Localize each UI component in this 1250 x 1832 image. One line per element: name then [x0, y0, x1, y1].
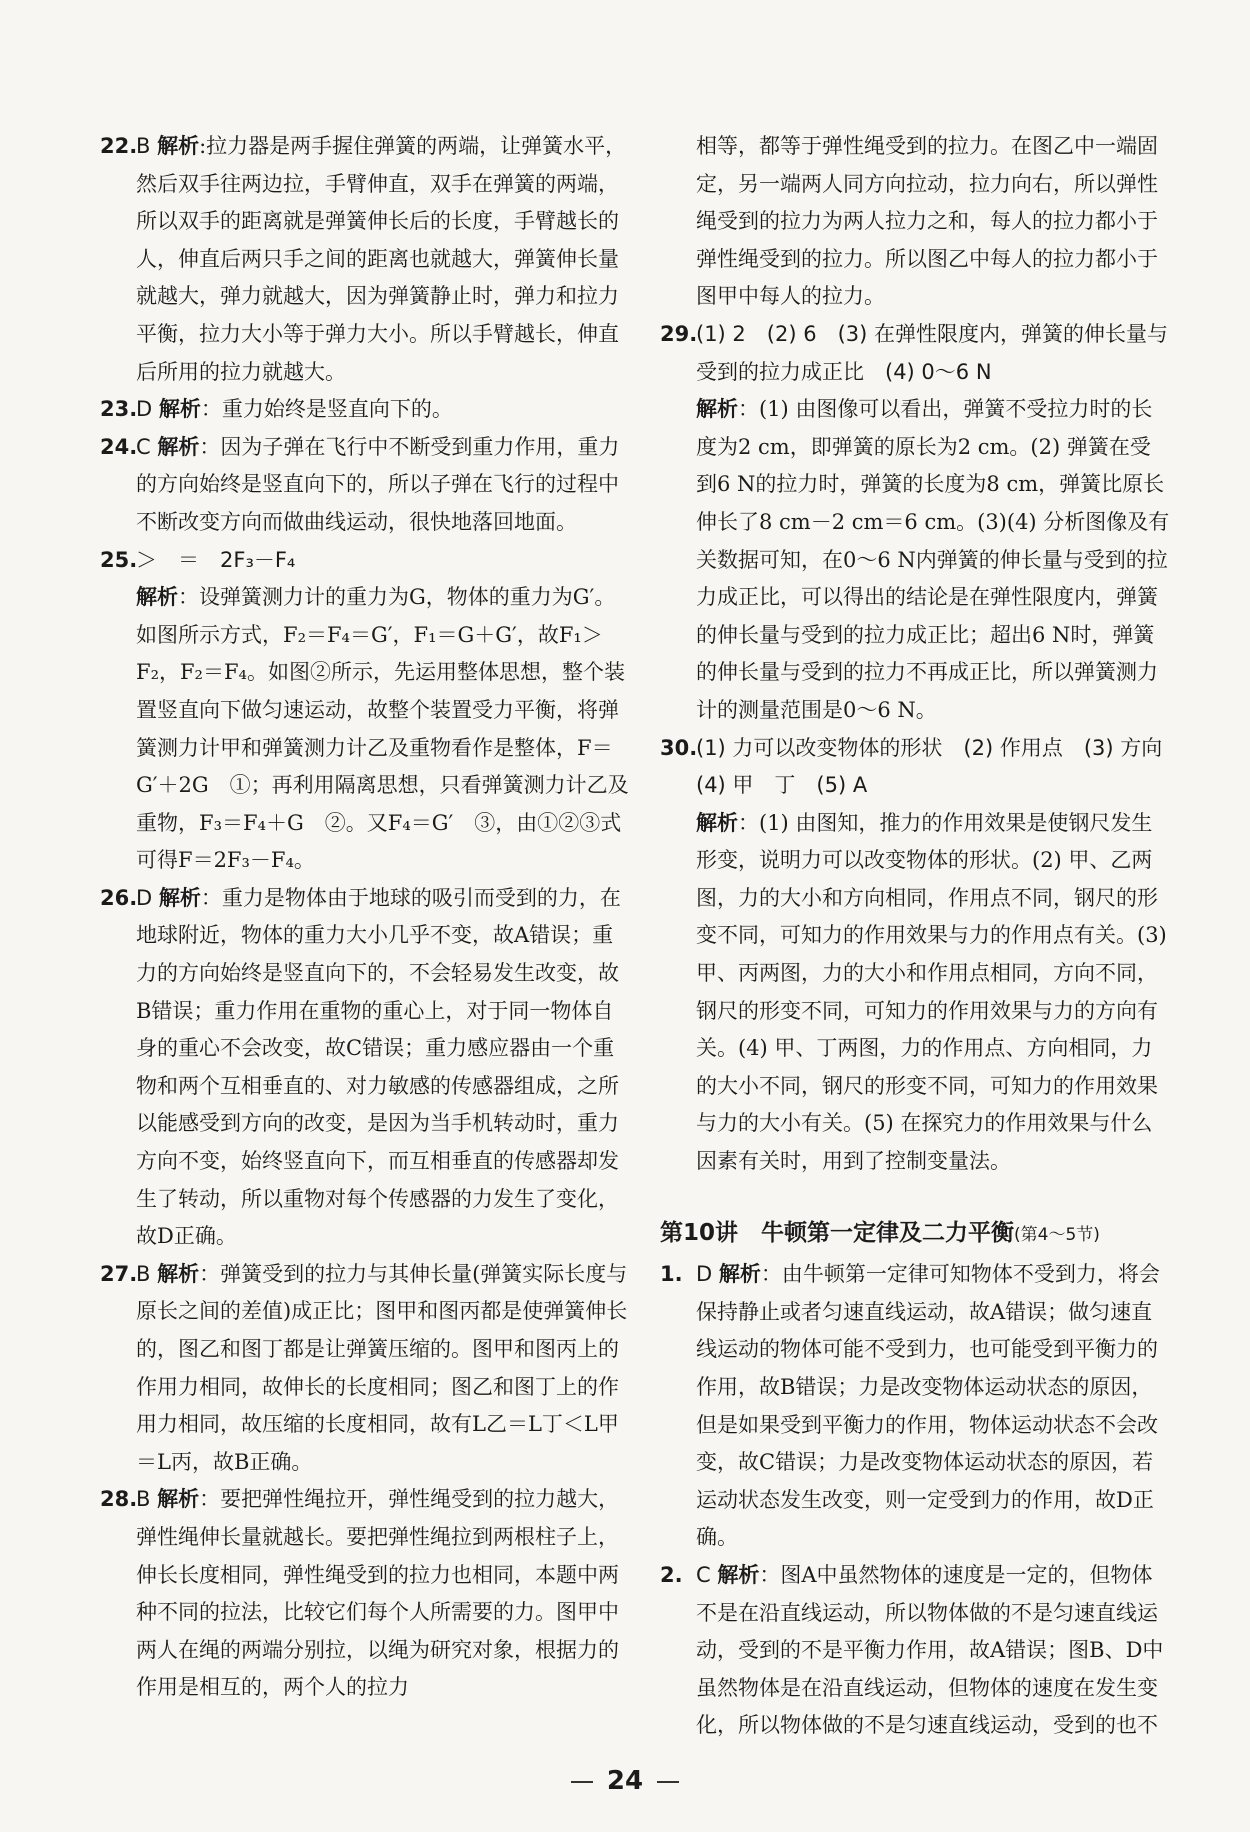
answer-item-26	[100, 880, 630, 1256]
analysis-text: ：重力是物体由于地球的吸引而受到的力，在地球附近，物体的重力大小几乎不变，故A错误；重力的方向始终是竖直向下的，不会轻易发生改变，故B错误；重力作用在重物的重心上，对于同一物体自身的重心不会改变，故C错误；重力感应器由一个重物和两个互相垂直的、对力敏感的传感器组成，之所以能感受到方向的改变，是因为当手机转动时，重力方向不变，始终竖直向下，而互相垂直的传感器却发生了转动，所以重物对每个传感器的力发生了变化，故D正确。	[136, 885, 621, 1249]
page-number: 24	[0, 1766, 1250, 1796]
item-number: 25.	[100, 547, 138, 572]
answer-item-28	[100, 1481, 630, 1707]
item-number: 27.	[100, 1261, 138, 1286]
analysis-label: 解析	[136, 585, 178, 610]
analysis-text: ：(1) 由图像可以看出，弹簧不受拉力时的长度为2 cm，即弹簧的原长为2 cm。(2) 弹簧在受到6 N的拉力时，弹簧的长度为8 cm，弹簧比原长伸长了8 cm－2 cm＝6 cm。(3)(4) 分析图像及有关数据可知，在0～6 N内弹簧的伸长量与受到的拉力成正比，可以得出的结论是在弹性限度内，弹簧的伸长量与受到的拉力成正比；超出6 N时，弹簧的伸长量与受到的拉力不再成正比，所以弹簧测力计的测量范围是0～6 N。	[696, 397, 1170, 722]
item-answer: D	[696, 1262, 713, 1287]
analysis-label: 解析	[157, 1487, 200, 1512]
section-heading	[660, 1215, 1170, 1255]
answer-item-2	[660, 1557, 1170, 1745]
analysis-text: ：由牛顿第一定律可知物体不受到力，将会保持静止或者匀速直线运动，故A错误；做匀速直线运动的物体可能不受到力，也可能受到平衡力的作用，故B错误；力是改变物体运动状态的原因，但是如果受到平衡力的作用，物体运动状态不会改变，故C错误；力是改变物体运动状态的原因，若运动状态发生改变，则一定受到力的作用，故D正确。	[696, 1262, 1160, 1550]
item-answer: C	[696, 1562, 711, 1587]
analysis-text: ：(1) 由图知，推力的作用效果是使钢尺发生形变，说明力可以改变物体的形状。(2) 甲、乙两图，力的大小和方向相同，作用点不同，钢尺的形变不同，可知力的作用效果与力的作用点有关。(3) 甲、丙两图，力的大小和作用点相同，方向不同，钢尺的形变不同，可知力的作用效果与力的方向有关。(4) 甲、丁两图，力的作用点、方向相同，力的大小不同，钢尺的形变不同，可知力的作用效果与力的大小有关。(5) 在探究力的作用效果与什么因素有关时，用到了控制变量法。	[696, 810, 1167, 1174]
analysis-label: 解析	[718, 1262, 761, 1287]
item-answer: (1) 2 (2) 6 (3) 在弹性限度内，弹簧的伸长量与受到的拉力成正比 (4) 0～6 N	[696, 321, 1168, 384]
item-number: 30.	[660, 735, 698, 760]
continued-text-28: 相等，都等于弹性绳受到的拉力。在图乙中一端固定，另一端两人同方向拉动，拉力向右，所以弹性绳受到的拉力为两人拉力之和，每人的拉力都小于弹性绳受到的拉力。所以图乙中每人的拉力都小于图甲中每人的拉力。	[696, 134, 1158, 309]
answer-item-22	[100, 128, 630, 391]
section-note: (第4～5节)	[1014, 1224, 1100, 1245]
analysis-text: ：因为子弹在飞行中不断受到重力作用，重力的方向始终是竖直向下的，所以子弹在飞行的过程中不断改变方向而做曲线运动，很快地落回地面。	[136, 434, 620, 534]
analysis-label: 解析	[158, 885, 201, 910]
answer-item-30	[660, 730, 1184, 1181]
item-number: 26.	[100, 885, 138, 910]
answer-item-25	[100, 542, 630, 880]
item-number: 22.	[100, 134, 138, 158]
analysis-label: 解析	[696, 397, 738, 422]
analysis-label: 解析	[157, 1261, 200, 1286]
analysis-label: 解析	[158, 397, 201, 422]
answer-item-29	[660, 316, 1170, 730]
analysis-text: ：弹簧受到的拉力与其伸长量(弹簧实际长度与原长之间的差值)成正比；图甲和图丙都是使弹簧伸长的，图乙和图丁都是让弹簧压缩的。图甲和图丙上的作用力相同，故伸长的长度相同；图乙和图丁上的作用力相同，故压缩的长度相同，故有L乙＝L丁＜L甲＝L丙，故B正确。	[136, 1261, 628, 1474]
item-answer: D	[136, 397, 153, 422]
item-number: 28.	[100, 1487, 138, 1512]
item-answer: B	[136, 134, 151, 158]
analysis-label: 解析	[157, 134, 200, 158]
item-number: 2.	[660, 1562, 683, 1587]
item-number: 29.	[660, 321, 698, 346]
item-number: 23.	[100, 397, 138, 422]
item-answer: B	[136, 1487, 151, 1512]
right-column	[660, 128, 1184, 1745]
analysis-text: ：图A中虽然物体的速度是一定的，但物体不是在沿直线运动，所以物体做的不是匀速直线运动，受到的不是平衡力作用，故A错误；图B、D中虽然物体是在沿直线运动，但物体的速度在发生变化，所以物体做的不是匀速直线运动，受到的也不	[696, 1562, 1164, 1738]
answer-item-23	[100, 391, 630, 429]
analysis-text: ：要把弹性绳拉开，弹性绳受到的拉力越大，弹性绳伸长量就越长。要把弹性绳拉到两根柱子上，伸长长度相同，弹性绳受到的拉力也相同，本题中两种不同的拉法，比较它们每个人所需要的力。图甲中两人在绳的两端分别拉，以绳为研究对象，根据力的作用是相互的，两个人的拉力	[136, 1487, 620, 1700]
item-number: 1.	[660, 1262, 683, 1287]
answer-item-27	[100, 1256, 630, 1482]
analysis-text: ：重力始终是竖直向下的。	[200, 397, 453, 422]
item-answer: D	[136, 885, 153, 910]
answer-item-24	[100, 429, 630, 542]
item-answer: (1) 力可以改变物体的形状 (2) 作用点 (3) 方向 (4) 甲 丁 (5) A	[696, 735, 1184, 798]
analysis-text: ：设弹簧测力计的重力为G，物体的重力为G′。如图所示方式，F₂＝F₄＝G′，F₁＝G＋G′，故F₁＞F₂，F₂＝F₄。如图②所示，先运用整体思想，整个装置竖直向下做匀速运动，故整个装置受力平衡，将弹簧测力计甲和弹簧测力计乙及重物看作是整体，F＝G′＋2G ①；再利用隔离思想，只看弹簧测力计乙及重物，F₃＝F₄＋G ②。又F₄＝G′ ③，由①②③式可得F＝2F₃－F₄。	[136, 585, 629, 873]
section-title: 第10讲 牛顿第一定律及二力平衡	[660, 1219, 1015, 1246]
analysis-label: 解析	[696, 810, 738, 835]
analysis-label: 解析	[717, 1562, 760, 1587]
item-number: 24.	[100, 434, 138, 459]
item-answer: C	[136, 434, 151, 459]
analysis-label: 解析	[157, 434, 200, 459]
left-column	[100, 128, 630, 1707]
item-answer: ＞ ＝ 2F₃－F₄	[136, 547, 296, 572]
item-answer: B	[136, 1261, 151, 1286]
analysis-text: :拉力器是两手握住弹簧的两端，让弹簧水平，然后双手往两边拉，手臂伸直，双手在弹簧的两端，所以双手的距离就是弹簧伸长后的长度，手臂越长的人，伸直后两只手之间的距离也就越大，弹簧伸长量就越大，弹力就越大，因为弹簧静止时，弹力和拉力平衡，拉力大小等于弹力大小。所以手臂越长，伸直后所用的拉力就越大。	[136, 134, 627, 384]
answer-item-1	[660, 1256, 1170, 1557]
